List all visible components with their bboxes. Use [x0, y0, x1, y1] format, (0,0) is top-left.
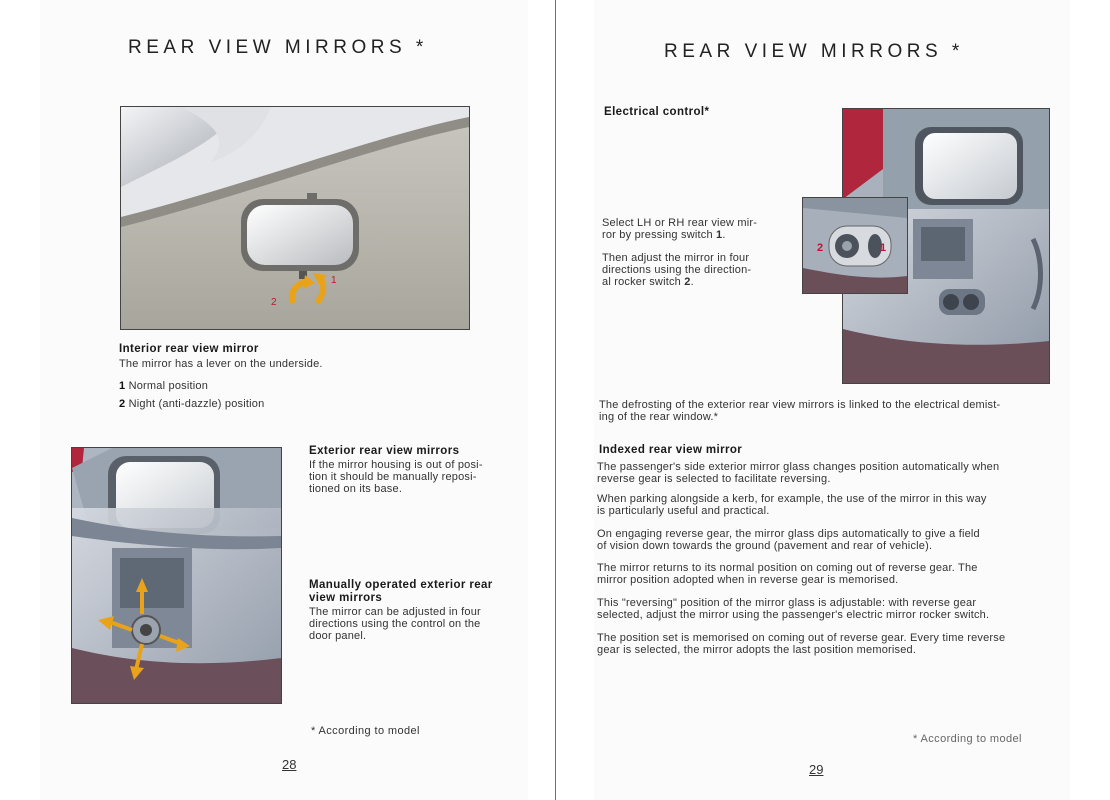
interior-callout-1: 1 — [331, 275, 337, 286]
electrical-control-heading: Electrical control* — [604, 106, 710, 118]
right-page-number: 29 — [809, 762, 824, 777]
indexed-mirror-heading: Indexed rear view mirror — [599, 444, 743, 456]
right-footnote: * According to model — [913, 733, 1022, 745]
page-gutter — [555, 0, 556, 800]
interior-mirror-description: The mirror has a lever on the underside. — [119, 358, 323, 370]
left-footnote: * According to model — [311, 725, 420, 737]
exterior-mirror-illustration — [71, 447, 282, 704]
switch-inset-illustration — [802, 197, 908, 294]
exterior-mirror-heading: Exterior rear view mirrors — [309, 445, 460, 457]
interior-mirror-illustration — [120, 106, 470, 330]
manual-mirror-text: The mirror can be adjusted in four directions using the control on the door panel. — [309, 606, 481, 642]
indexed-paragraph-1: The passenger's side exterior mirror glass changes position automatically when reverse gear is selected to facilitate reversing. — [597, 461, 1000, 485]
indexed-paragraph-2: When parking alongside a kerb, for example, the use of the mirror in this way is particularly useful and practical. — [597, 493, 987, 517]
switch-callout-2: 2 — [817, 242, 824, 254]
indexed-paragraph-4: The mirror returns to its normal position on coming out of reverse gear. The mirror position adopted when in reverse gear is memorised. — [597, 562, 978, 586]
interior-item-2: 2 Night (anti-dazzle) position — [119, 398, 265, 410]
electrical-p1: Select LH or RH rear view mir- ror by pressing switch 1. — [602, 217, 758, 241]
electrical-p2: Then adjust the mirror in four directions using the direction- al rocker switch 2. — [602, 252, 752, 288]
right-page-title: REAR VIEW MIRRORS * — [664, 41, 964, 62]
indexed-paragraph-5: This "reversing" position of the mirror glass is adjustable: with reverse gear selected, adjust the mirror using the passenger's electric mirror rocker switch. — [597, 597, 990, 621]
manual-mirror-heading: Manually operated exterior rear view mirrors — [309, 579, 493, 604]
indexed-paragraph-3: On engaging reverse gear, the mirror glass dips automatically to give a field of vision down towards the ground (pavement and rear of vehicle). — [597, 528, 980, 552]
interior-mirror-heading: Interior rear view mirror — [119, 343, 259, 355]
exterior-mirror-text: If the mirror housing is out of posi- tion it should be manually reposi- tioned on its base. — [309, 459, 483, 495]
left-page-number: 28 — [282, 757, 297, 772]
defrost-text: The defrosting of the exterior rear view mirrors is linked to the electrical demist- ing of the rear window.* — [599, 399, 1001, 423]
interior-callout-2: 2 — [271, 297, 277, 308]
left-page-title: REAR VIEW MIRRORS * — [128, 37, 428, 58]
interior-item-1: 1 Normal position — [119, 380, 209, 392]
switch-callout-1: 1 — [880, 242, 887, 254]
indexed-paragraph-6: The position set is memorised on coming out of reverse gear. Every time reverse gear is selected, the mirror adopts the last position memorised. — [597, 632, 1006, 656]
